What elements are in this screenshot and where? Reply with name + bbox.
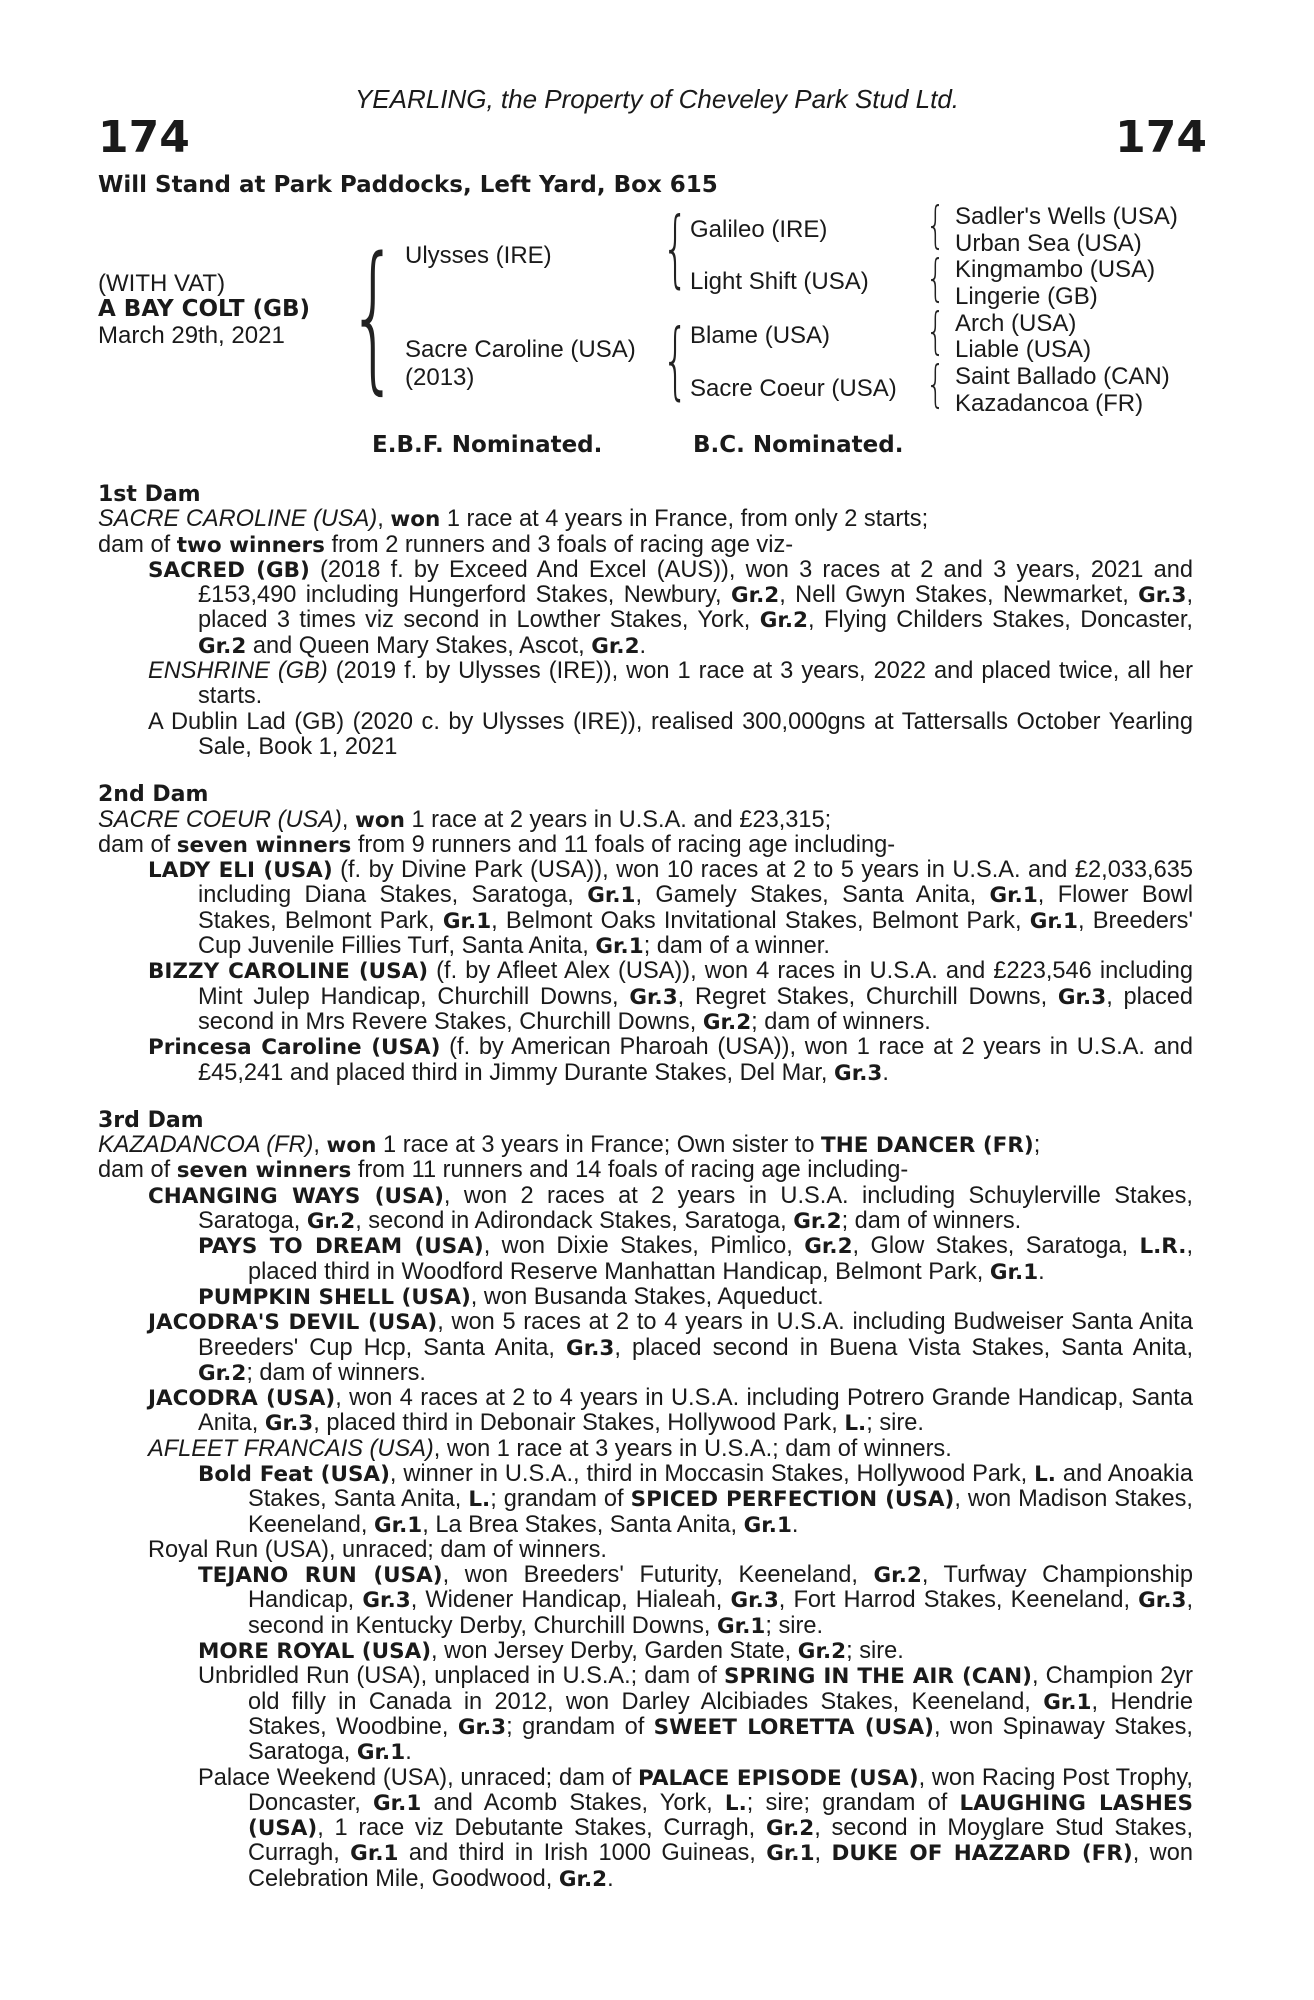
text-run: , second in Adirondack Stakes, Saratoga, [355,1208,794,1235]
text-run: (2018 f. by Exceed And Excel (AUS)), won 3 races at 2 and 3 years, 2021 and £153,490 including Hungerford Stakes, Newbury, [198,556,1193,609]
bold-text: JACODRA (USA) [148,1386,336,1412]
bold-text: SPRING IN THE AIR (CAN) [724,1664,1033,1690]
gen3-2: Urban Sea (USA) [955,230,1142,257]
bold-text: Gr.1 [442,908,492,934]
gen3-8: Kazadancoa (FR) [955,390,1144,417]
text-run: ; grandam of [506,1713,654,1740]
brace-sire: { [662,199,689,297]
text-run: , Breeders' Cup Juvenile Fillies Turf, Santa Anita, [198,907,1193,960]
bold-text: Gr.1 [350,1841,399,1867]
bold-text: Gr.1 [989,883,1038,909]
text-run: 1 race at 3 years in France; Own sister to [376,1132,822,1159]
bold-text: Gr.3 [566,1335,615,1361]
dam-dam-name: Sacre Coeur (USA) [690,375,897,402]
text-run: 1 race at 4 years in France, from only 2 starts; [440,506,929,533]
brace-gen3-3: { [926,302,946,360]
text-run: dam of [98,831,177,858]
text-run: , won 1 race at 3 years in U.S.A.; dam of winners. [433,1435,952,1462]
text-run: , Flower Bowl Stakes, Belmont Park, [198,882,1193,934]
bold-text: Gr.1 [743,1512,792,1538]
text-run: . [1038,1258,1045,1285]
family-entry [98,1158,1193,1183]
family-entry [198,1285,1193,1310]
text-run: dam of [98,531,177,558]
text-run: , [313,1132,327,1159]
bold-text: Gr.2 [804,1234,853,1260]
text-run: , [814,1840,832,1867]
bold-text: Gr.3 [1138,583,1187,609]
text-run: (2019 f. by Ulysses (IRE)), won 1 race at 3 years, 2022 and placed twice, all her starts. [198,658,1193,710]
text-run: from 9 runners and 11 foals of racing age including- [351,831,896,858]
text-run: from 11 runners and 14 foals of racing age including- [351,1157,909,1184]
bold-text: won [326,1133,377,1159]
horse-name: A BAY COLT (GB) [98,296,311,322]
text-run: , second in Kentucky Derby, Churchill Downs, [248,1587,1194,1639]
bold-text: Gr.1 [372,1790,422,1816]
bold-text: Princesa Caroline (USA) [148,1035,441,1061]
text-run: , winner in U.S.A., third in Moccasin Stakes, Hollywood Park, [389,1460,1035,1487]
bold-text: SPICED PERFECTION (USA) [630,1487,955,1513]
family-entry [148,659,1193,710]
family-entry [98,808,1193,833]
bold-text: L. [724,1790,747,1816]
text-run: , won Racing Post Trophy, Doncaster, [248,1764,1193,1816]
bold-text: Gr.1 [1043,1689,1092,1715]
dam-name: Sacre Caroline (USA) [405,336,636,363]
text-run: (f. by Afleet Alex (USA)), won 4 races in U.S.A. and £223,546 including Mint Julep Handicap, Churchill Downs, [198,958,1193,1010]
bold-text: Gr.2 [873,1563,922,1589]
bold-text: CHANGING WAYS (USA) [148,1183,444,1209]
bold-text: Gr.1 [989,1259,1039,1285]
text-run: , placed third in Debonair Stakes, Hollywood Park, [313,1410,845,1437]
bold-text: won [390,507,441,533]
brace-gen3-4: { [926,355,946,413]
bold-text: PAYS TO DREAM (USA) [198,1234,484,1260]
section-heading: 2nd Dam [98,782,209,808]
bold-text: Gr.1 [1029,908,1078,934]
bold-text: MORE ROYAL (USA) [198,1639,432,1665]
sire-sire-name: Galileo (IRE) [690,216,828,243]
bold-text: Gr.3 [457,1714,507,1740]
bold-text: Gr.2 [793,1209,842,1235]
bold-text: Gr.2 [759,608,809,634]
bold-text: Gr.1 [595,934,644,960]
text-run: ; [1033,1132,1041,1159]
bold-text: Gr.1 [717,1613,766,1639]
text-run: ; sire; grandam of [746,1789,960,1816]
family-entry [198,1766,1193,1892]
text-run: , 1 race viz Debutante Stakes, Curragh, [317,1815,766,1842]
brace-gen3-2: { [926,249,946,307]
text-run: and Acomb Stakes, York, [421,1789,725,1816]
text-run: and third in Irish 1000 Guineas, [398,1840,767,1867]
bold-text: LADY ELI (USA) [148,858,333,884]
family-entry [98,833,1193,858]
family-entry [148,1538,1193,1563]
family-entry [98,533,1193,558]
section-heading: 3rd Dam [98,1107,204,1133]
family-entry [148,1035,1193,1086]
family-entry [98,1133,1193,1158]
bold-text: Gr.2 [702,1009,752,1035]
bold-text: Gr.2 [797,1639,847,1665]
family-entry [148,959,1193,1035]
text-run: , Fort Harrod Stakes, Keeneland, [778,1587,1139,1614]
bold-text: Gr.3 [629,984,678,1010]
text-run: , Champion 2yr old filly in Canada in 2012, won Darley Alcibiades Stakes, Keeneland, [248,1663,1194,1715]
bold-text: Gr.2 [765,1816,815,1842]
family-entry [198,1639,1193,1664]
lot-number-left: 174 [98,112,190,163]
bold-text: Gr.2 [198,1360,247,1386]
bold-text: PALACE EPISODE (USA) [638,1765,919,1791]
text-run: , Hendrie Stakes, Woodbine, [248,1688,1193,1740]
bold-text: BIZZY CAROLINE (USA) [148,959,429,985]
text-run: , won Celebration Mile, Goodwood, [248,1840,1193,1892]
bold-text: Gr.2 [558,1866,608,1892]
text-run: , won 4 races at 2 to 4 years in U.S.A. including Potrero Grande Handicap, Santa Anita, [198,1385,1193,1437]
text-run: dam of [98,1157,177,1184]
bold-text: L. [1034,1461,1056,1487]
text-run: 1 race at 2 years in U.S.A. and £23,315; [404,806,832,833]
text-run: Palace Weekend (USA), unraced; dam of [198,1764,639,1791]
bold-text: Gr.3 [730,1588,779,1614]
bold-text: DUKE OF HAZZARD (FR) [831,1841,1133,1867]
bold-text: JACODRA'S DEVIL (USA) [148,1310,438,1336]
bold-text: Gr.1 [587,883,636,909]
bold-text: THE DANCER (FR) [821,1133,1034,1159]
gen3-6: Liable (USA) [955,336,1092,363]
italic-text: ENSHRINE (GB) [148,658,328,685]
gen3-3: Kingmambo (USA) [955,256,1156,283]
text-run: . [791,1511,799,1538]
vat-note: (WITH VAT) [98,270,226,297]
family-entry [98,507,1193,532]
text-run: ; grandam of [490,1486,631,1513]
text-run: , Belmont Oaks Invitational Stakes, Belmont Park, [491,907,1030,934]
text-run: , won Busanda Stakes, Aqueduct. [470,1283,824,1310]
gen3-7: Saint Ballado (CAN) [955,363,1170,390]
family-entry [148,1437,1193,1462]
family-entry [148,558,1193,659]
text-run: and Queen Mary Stakes, Ascot, [246,632,592,659]
catalogue-header: YEARLING, the Property of Cheveley Park Stud Ltd. [354,84,960,114]
text-run: , Turfway Championship Handicap, [248,1562,1194,1614]
bold-text: two winners [176,532,325,558]
text-run: and Anoakia Stakes, Santa Anita, [248,1460,1193,1513]
family-entry [148,1310,1193,1386]
bold-text: seven winners [176,832,352,858]
family-entry [148,710,1193,761]
text-run: ; sire. [846,1638,904,1665]
text-run: , [341,806,355,833]
bold-text: L. [468,1487,491,1513]
sire-dam-name: Light Shift (USA) [690,268,869,295]
bold-text: Gr.2 [198,633,247,659]
foaling-date: March 29th, 2021 [98,322,285,349]
sire-name: Ulysses (IRE) [405,242,552,269]
dam-foaling-year: (2013) [405,364,475,391]
bold-text: PUMPKIN SHELL (USA) [198,1284,471,1310]
text-run: (f. by Divine Park (USA)), won 10 races at 2 to 5 years in U.S.A. and £2,033,635 including Diana Stakes, Saratoga, [198,857,1193,909]
family-entry [148,858,1193,959]
bold-text: Gr.2 [306,1209,356,1235]
text-run: ; dam of a winner. [643,933,830,960]
text-run: ; dam of winners. [246,1359,426,1386]
brace-gen3-1: { [926,196,946,254]
text-run: . [405,1739,412,1766]
stand-location: Will Stand at Park Paddocks, Left Yard, Box 615 [98,172,718,198]
text-run: ; sire. [765,1612,824,1639]
text-run: , second in Moyglare Stud Stakes, Curragh, [248,1815,1194,1867]
text-run: A Dublin Lad (GB) (2020 c. by Ulysses (IRE)), realised 300,000gns at Tattersalls October Yearling Sale, Book 1, 2021 [148,708,1193,760]
family-entry [198,1234,1193,1285]
text-run: from 2 runners and 3 foals of racing age viz- [324,531,794,558]
bold-text: LAUGHING LASHES (USA) [248,1790,1193,1842]
text-run: , placed third in Woodford Reserve Manhattan Handicap, Belmont Park, [248,1233,1193,1285]
text-run: . [639,632,647,659]
italic-text: AFLEET FRANCAIS (USA) [148,1435,434,1462]
text-run: ; dam of winners. [751,1008,931,1035]
text-run: (f. by American Pharoah (USA)), won 1 race at 2 years in U.S.A. and £45,241 and placed third in Jimmy Durante Stakes, Del Mar, [198,1034,1193,1086]
bold-text: L. [844,1411,867,1437]
bold-text: TEJANO RUN (USA) [198,1563,443,1589]
dam-sire-name: Blame (USA) [690,322,831,349]
bold-text: Gr.3 [362,1588,411,1614]
bold-text: Gr.3 [1138,1588,1187,1614]
text-run: , Widener Handicap, Hialeah, [410,1587,731,1614]
bold-text: seven winners [176,1158,352,1184]
text-run: , Gamely Stakes, Santa Anita, [635,882,990,909]
text-run: , [377,506,391,533]
ebf-nomination: E.B.F. Nominated. [372,432,603,458]
text-run: , won Spinaway Stakes, Saratoga, [248,1713,1193,1766]
text-run: . [607,1865,614,1892]
lot-number-right: 174 [1115,112,1207,163]
family-entry [148,1386,1193,1437]
bold-text: Gr.2 [730,583,780,609]
gen3-4: Lingerie (GB) [955,283,1098,310]
text-run: ; dam of winners. [841,1208,1022,1235]
text-run: Unbridled Run (USA), unplaced in U.S.A.; dam of [198,1663,724,1690]
text-run: , won Jersey Derby, Garden State, [431,1638,798,1665]
bold-text: Gr.3 [1057,984,1107,1010]
bold-text: Bold Feat (USA) [198,1461,390,1487]
italic-text: SACRE COEUR (USA) [98,806,342,833]
text-run: Royal Run (USA), unraced; dam of winners. [148,1536,607,1563]
text-run: , placed 3 times viz second in Lowther Stakes, York, [198,582,1193,634]
text-run: , Regret Stakes, Churchill Downs, [677,983,1058,1010]
bc-nomination: B.C. Nominated. [693,432,904,458]
brace-gen1: { [348,222,399,409]
italic-text: SACRE CAROLINE (USA) [98,506,378,533]
family-entry [198,1664,1193,1765]
family-entry [148,1184,1193,1235]
italic-text: KAZADANCOA (FR) [98,1132,314,1159]
bold-text: won [354,807,405,833]
gen3-1: Sadler's Wells (USA) [955,203,1178,230]
family-entry [198,1563,1193,1639]
bold-text: Gr.1 [373,1512,423,1538]
bold-text: Gr.1 [766,1841,815,1867]
brace-dam: { [662,311,689,409]
text-run: . [882,1059,889,1086]
bold-text: Gr.2 [591,633,640,659]
bold-text: SACRED (GB) [148,557,310,583]
bold-text: SWEET LORETTA (USA) [653,1714,935,1740]
text-run: , placed second in Mrs Revere Stakes, Churchill Downs, [198,983,1194,1035]
text-run: , Glow Stakes, Saratoga, [852,1233,1140,1260]
text-run: , Nell Gwyn Stakes, Newmarket, [779,582,1139,609]
text-run: , placed second in Buena Vista Stakes, Santa Anita, [614,1334,1194,1361]
bold-text: Gr.1 [356,1740,406,1766]
family-details [98,482,1193,1892]
text-run: ; sire. [866,1410,924,1437]
text-run: , won Breeders' Futurity, Keeneland, [442,1562,874,1589]
bold-text: L.R. [1139,1234,1187,1260]
text-run: , won Dixie Stakes, Pimlico, [483,1233,805,1260]
section-heading: 1st Dam [98,482,201,507]
text-run: , won Madison Stakes, Keeneland, [248,1486,1193,1538]
bold-text: Gr.3 [264,1411,314,1437]
text-run: , La Brea Stakes, Santa Anita, [422,1511,744,1538]
text-run: , Flying Childers Stakes, Doncaster, [808,607,1193,634]
gen3-5: Arch (USA) [955,310,1077,337]
text-run: , won 2 races at 2 years in U.S.A. including Schuylerville Stakes, Saratoga, [198,1182,1193,1235]
bold-text: Gr.3 [834,1060,883,1086]
text-run: , won 5 races at 2 to 4 years in U.S.A. including Budweiser Santa Anita Breeders' Cup Hcp, Santa Anita, [198,1309,1193,1361]
family-entry [198,1462,1193,1538]
